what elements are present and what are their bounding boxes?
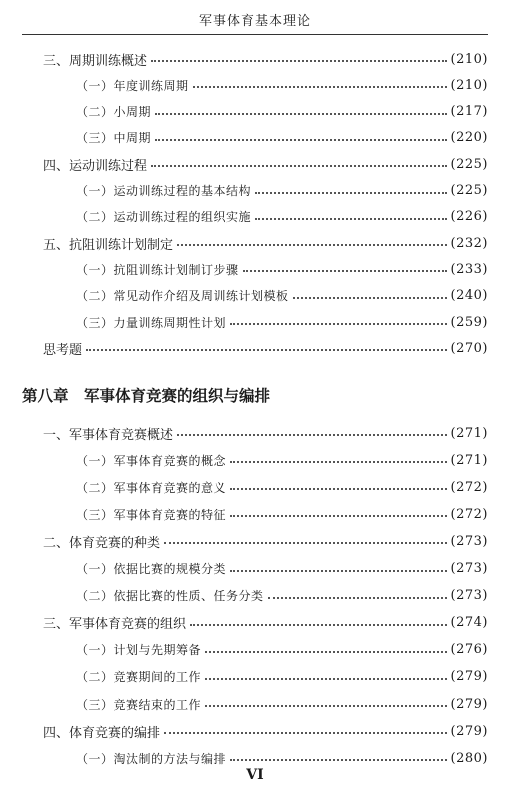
toc-entry-page: (220) <box>450 130 488 146</box>
toc-entry-label: 四、体育竞赛的编排 <box>43 725 161 741</box>
toc-entry-label: （二）运动训练过程的组织实施 <box>76 210 252 225</box>
dot-leader <box>230 570 447 572</box>
toc-entry[interactable] <box>0 233 510 253</box>
dot-leader <box>155 139 447 141</box>
toc-entry[interactable] <box>0 207 510 227</box>
toc-entry-page: (279) <box>450 723 488 739</box>
dot-leader <box>205 651 447 653</box>
toc-entry[interactable] <box>0 154 510 174</box>
toc-entry[interactable] <box>0 423 510 443</box>
toc-entry-page: (276) <box>450 642 488 658</box>
toc-entry[interactable] <box>0 286 510 306</box>
toc-entry[interactable] <box>0 259 510 279</box>
toc-entry[interactable] <box>0 477 510 497</box>
toc-entry-label: 思考题 <box>43 342 83 358</box>
toc-entry[interactable] <box>0 75 510 95</box>
toc-entry[interactable] <box>0 102 510 122</box>
toc-entry-page: (272) <box>450 506 488 522</box>
toc-entry-page: (259) <box>450 314 488 330</box>
toc-entry[interactable] <box>0 338 510 358</box>
dot-leader <box>193 86 447 88</box>
toc-entry[interactable] <box>0 721 510 741</box>
toc-entry-label: （一）计划与先期筹备 <box>76 643 202 658</box>
dot-leader <box>86 349 447 351</box>
toc-entry-label: （三）竞赛结束的工作 <box>76 697 202 712</box>
toc-entry-label: 四、运动训练过程 <box>43 158 148 174</box>
dot-leader <box>151 165 447 167</box>
toc-entry-page: (270) <box>450 340 488 356</box>
toc-entry-page: (210) <box>450 77 488 93</box>
toc-entry-label: 一、军事体育竞赛概述 <box>43 427 174 443</box>
toc-entry-label: （一）淘汰制的方法与编排 <box>76 751 227 766</box>
toc-entry-page: (233) <box>450 261 488 277</box>
toc-entry[interactable] <box>0 181 510 201</box>
toc-entry-page: (279) <box>450 696 488 712</box>
toc-entry-page: (273) <box>450 588 488 604</box>
toc-entry-label: （一）年度训练周期 <box>76 78 189 93</box>
toc-entry-page: (280) <box>450 750 488 766</box>
dot-leader <box>243 270 447 272</box>
dot-leader <box>230 759 447 761</box>
toc-entry-label: （二）常见动作介绍及周训练计划模板 <box>76 289 289 304</box>
toc-entry-page: (272) <box>450 479 488 495</box>
dot-leader <box>205 678 447 680</box>
dot-leader <box>293 297 447 299</box>
header-rule <box>22 34 488 35</box>
dot-leader <box>177 244 447 246</box>
toc-entry-page: (279) <box>450 669 488 685</box>
toc-entry-page: (271) <box>450 425 488 441</box>
toc-entry-label: （三）中周期 <box>76 131 152 146</box>
dot-leader <box>230 515 447 517</box>
toc-entry-page: (210) <box>450 51 488 67</box>
chapter-heading: 第八章 军事体育竞赛的组织与编排 <box>22 387 271 405</box>
dot-leader <box>255 218 447 220</box>
dot-leader <box>230 461 447 463</box>
toc-entry-label: （一）运动训练过程的基本结构 <box>76 184 252 198</box>
toc-entry-label: （二）依据比赛的性质、任务分类 <box>76 589 264 604</box>
toc-entry[interactable] <box>0 531 510 551</box>
dot-leader <box>164 542 447 544</box>
dot-leader <box>268 597 447 599</box>
toc-entry-label: （三）力量训练周期性计划 <box>76 315 227 330</box>
toc-entry-label: （一）依据比赛的规模分类 <box>76 562 227 576</box>
toc-entry-page: (240) <box>450 288 488 304</box>
toc-entry[interactable] <box>0 128 510 148</box>
toc-entry[interactable] <box>0 559 510 579</box>
toc-entry-page: (217) <box>450 104 488 120</box>
toc-entry[interactable] <box>0 667 510 687</box>
toc-entry-label: 五、抗阻训练计划制定 <box>43 237 174 253</box>
dot-leader <box>190 624 447 626</box>
dot-leader <box>155 113 447 115</box>
toc-entry[interactable] <box>0 613 510 633</box>
toc-entry-page: (226) <box>450 209 488 225</box>
toc-entry-page: (271) <box>450 452 488 468</box>
toc-entry-label: 三、周期训练概述 <box>43 53 148 69</box>
dot-leader <box>230 323 447 325</box>
toc-entry[interactable] <box>0 450 510 470</box>
toc-entry[interactable] <box>0 49 510 69</box>
toc-entry-label: （二）小周期 <box>76 105 152 120</box>
toc-entry-page: (273) <box>450 561 488 576</box>
toc-entry[interactable] <box>0 640 510 660</box>
dot-leader <box>151 60 447 62</box>
toc-entry-label: （二）竞赛期间的工作 <box>76 670 202 685</box>
toc-entry-label: （二）军事体育竞赛的意义 <box>76 480 227 495</box>
running-header: 军事体育基本理论 <box>198 14 311 29</box>
toc-entry-label: （一）抗阻训练计划制订步骤 <box>76 262 239 277</box>
toc-entry-label: （一）军事体育竞赛的概念 <box>76 453 227 468</box>
toc-entry-page: (273) <box>450 533 488 549</box>
toc-entry-label: 三、军事体育竞赛的组织 <box>43 617 187 633</box>
dot-leader <box>205 705 447 707</box>
toc-entry-page: (225) <box>450 183 488 198</box>
dot-leader <box>177 434 447 436</box>
dot-leader <box>255 192 447 194</box>
toc-entry-page: (274) <box>450 615 488 631</box>
page-number: VI <box>246 767 264 783</box>
toc-entry[interactable] <box>0 694 510 714</box>
toc-entry[interactable] <box>0 504 510 524</box>
toc-entry-label: （三）军事体育竞赛的特征 <box>76 507 227 522</box>
toc-entry[interactable] <box>0 748 510 768</box>
toc-entry[interactable] <box>0 586 510 606</box>
toc-entry-page: (232) <box>450 235 488 251</box>
toc-entry-label: 二、体育竞赛的种类 <box>43 535 161 551</box>
dot-leader <box>230 488 447 490</box>
dot-leader <box>164 732 447 734</box>
toc-entry-page: (225) <box>450 156 488 172</box>
toc-entry[interactable] <box>0 312 510 332</box>
